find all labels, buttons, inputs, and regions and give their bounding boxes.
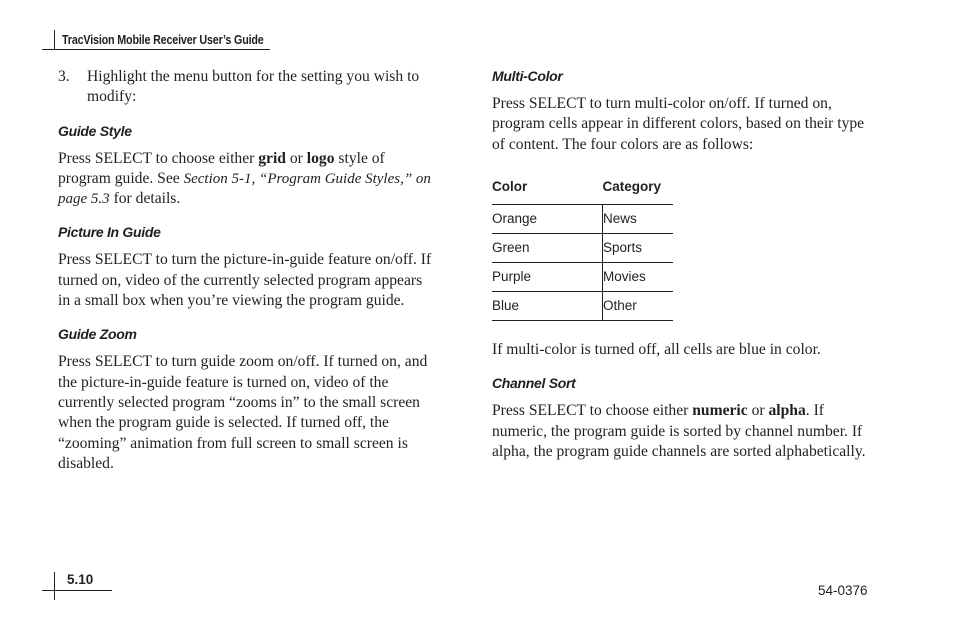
table-row	[492, 205, 673, 234]
column-header-color: Color	[492, 177, 603, 205]
table-row	[492, 234, 673, 263]
page-number: 5.10	[67, 572, 94, 587]
table-cell-color: Blue	[492, 292, 603, 321]
guide-style-heading: Guide Style	[58, 122, 132, 139]
channel-sort-heading: Channel Sort	[492, 375, 576, 392]
section-reference: Section 5-1, “Program Guide Styles,” on page 5.3	[58, 170, 431, 208]
channel-sort-text-2: . If numeric, the program guide is sorted by channel number. If alpha, the program guide channels are sorted alphabetically.	[492, 402, 866, 461]
table-cell-category: Sports	[603, 234, 674, 263]
footer-crop-mark-vertical	[54, 572, 55, 600]
guide-style-paragraph	[58, 149, 438, 210]
table-cell-color: Orange	[492, 205, 603, 234]
table-row	[492, 263, 673, 292]
color-category-table	[492, 177, 673, 321]
channel-sort-text-1: Press SELECT to choose either	[492, 402, 693, 420]
channel-sort-or: or	[747, 402, 769, 420]
picture-in-guide-paragraph: Press SELECT to turn the picture-in-guide feature on/off. If turned on, video of the currently selected program appears in a small box when you’re viewing the program guide.	[58, 251, 432, 310]
table-cell-category: Movies	[603, 263, 674, 292]
channel-sort-paragraph	[492, 401, 872, 462]
guide-style-or: or	[285, 149, 307, 167]
picture-in-guide-heading: Picture In Guide	[58, 224, 161, 241]
numeric-term: numeric	[692, 402, 748, 420]
guide-style-text-1: Press SELECT to choose either	[58, 149, 259, 167]
step-3	[58, 67, 438, 108]
guide-zoom-paragraph: Press SELECT to turn guide zoom on/off. If turned on, and the picture-in-guide feature is turned on, video of the currently selected program “zooms in” to the small screen when the program guide is selected. If turned off, the “zooming” animation from full screen to small screen is disabled.	[58, 353, 428, 472]
right-column	[492, 67, 872, 462]
running-header: TracVision Mobile Receiver User’s Guide	[62, 33, 264, 47]
table-cell-category: Other	[603, 292, 674, 321]
step-text: Highlight the menu button for the setting you wish to modify:	[87, 68, 420, 106]
table-header-row	[492, 177, 673, 205]
multi-color-note: If multi-color is turned off, all cells are blue in color.	[492, 341, 821, 359]
table-cell-color: Green	[492, 234, 603, 263]
header-rule	[42, 49, 270, 50]
column-header-category: Category	[603, 177, 674, 205]
footer-rule	[42, 590, 112, 591]
alpha-term: alpha	[768, 402, 806, 420]
header-crop-mark-vertical	[54, 30, 55, 50]
document-code: 54-0376	[818, 583, 868, 598]
guide-zoom-heading: Guide Zoom	[58, 326, 137, 343]
multi-color-paragraph: Press SELECT to turn multi-color on/off. If turned on, program cells appear in different colors, based on their type of content. The four colors are as follows:	[492, 95, 865, 153]
grid-term: grid	[258, 149, 286, 167]
multi-color-heading: Multi-Color	[492, 68, 563, 84]
table-row	[492, 292, 673, 321]
logo-term: logo	[306, 149, 335, 167]
table-cell-category: News	[603, 205, 674, 234]
step-number: 3.	[58, 68, 70, 85]
left-column	[58, 67, 438, 474]
guide-style-text-2: style of program guide. See	[58, 149, 385, 187]
guide-style-text-3: for details.	[109, 190, 181, 208]
table-cell-color: Purple	[492, 263, 603, 292]
